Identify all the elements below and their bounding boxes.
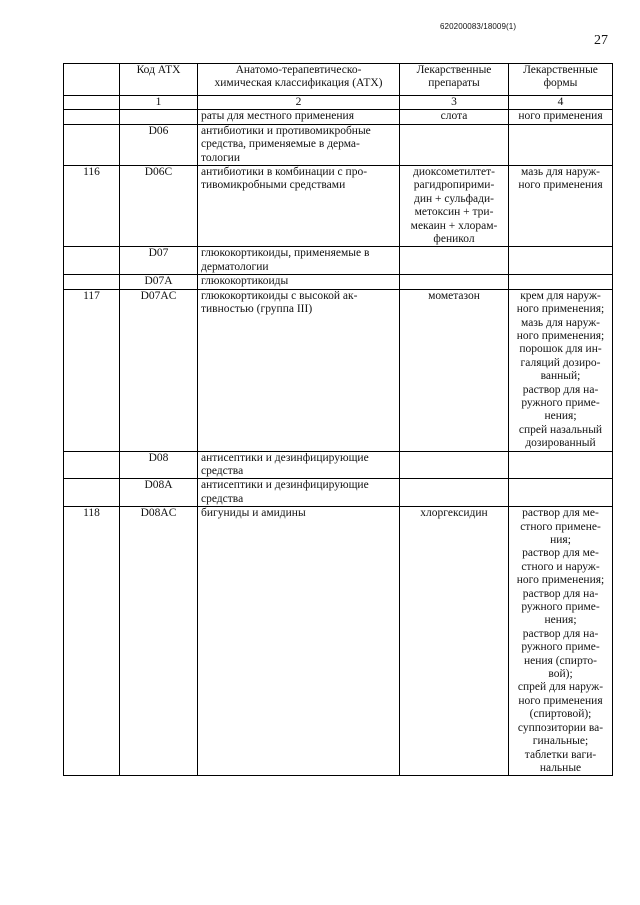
dosage-form-cell: крем для наруж- ного применения; мазь для наруж- ного применения; порошок для ин- галяций дозиро- ванный; раствор для на- ружного приме- нения; спрей назальный дозированный <box>509 289 613 451</box>
row-number-cell <box>64 451 120 479</box>
table-row <box>64 479 613 507</box>
atc-classification-cell: глюкокортикоиды, применяемые в дерматологии <box>198 247 400 275</box>
atc-code-cell: D08AC <box>120 507 198 776</box>
table-row <box>64 275 613 289</box>
drug-name-cell: слота <box>400 110 509 124</box>
drug-name-cell <box>400 479 509 507</box>
table-row <box>64 166 613 247</box>
header-atc-classification: Анатомо-терапевтическо- химическая классификация (АТХ) <box>198 64 400 96</box>
column-number: 3 <box>400 96 509 110</box>
atc-classification-cell: бигуниды и амидины <box>198 507 400 776</box>
drug-name-cell: диоксометилтет- рагидропирими- дин + сульфади- метоксин + три- мекаин + хлорам- феникол <box>400 166 509 247</box>
atc-classification-cell: глюкокортикоиды <box>198 275 400 289</box>
dosage-form-cell: мазь для наруж- ного применения <box>509 166 613 247</box>
table-row <box>64 247 613 275</box>
atc-code-cell <box>120 110 198 124</box>
column-number: 2 <box>198 96 400 110</box>
drug-name-cell <box>400 451 509 479</box>
column-number: 1 <box>120 96 198 110</box>
header-number <box>64 64 120 96</box>
atc-table <box>63 63 613 776</box>
column-number-row <box>64 96 613 110</box>
dosage-form-cell <box>509 124 613 165</box>
table-row <box>64 124 613 165</box>
atc-classification-cell: раты для местного применения <box>198 110 400 124</box>
atc-code-cell: D07AC <box>120 289 198 451</box>
row-number-cell <box>64 110 120 124</box>
document-id: 620200083/18009(1) <box>440 22 517 31</box>
drug-name-cell: хлоргексидин <box>400 507 509 776</box>
row-number-cell: 117 <box>64 289 120 451</box>
table-row <box>64 507 613 776</box>
dosage-form-cell <box>509 247 613 275</box>
atc-code-cell: D06 <box>120 124 198 165</box>
atc-classification-cell: антибиотики в комбинации с про- тивомикробными средствами <box>198 166 400 247</box>
table-row <box>64 110 613 124</box>
table-header-row <box>64 64 613 96</box>
atc-classification-cell: антисептики и дезинфицирующие средства <box>198 451 400 479</box>
header-atc-code: Код АТХ <box>120 64 198 96</box>
dosage-form-cell <box>509 275 613 289</box>
atc-code-cell: D07A <box>120 275 198 289</box>
column-number: 4 <box>509 96 613 110</box>
drug-name-cell <box>400 247 509 275</box>
table-row <box>64 451 613 479</box>
drug-name-cell <box>400 124 509 165</box>
row-number-cell <box>64 124 120 165</box>
header-drugs: Лекарственные препараты <box>400 64 509 96</box>
table-row <box>64 289 613 451</box>
dosage-form-cell <box>509 451 613 479</box>
dosage-form-cell <box>509 479 613 507</box>
atc-code-cell: D08A <box>120 479 198 507</box>
column-number <box>64 96 120 110</box>
row-number-cell <box>64 247 120 275</box>
row-number-cell <box>64 479 120 507</box>
page-number: 27 <box>594 33 608 48</box>
atc-classification-cell: глюкокортикоиды с высокой ак- тивностью (группа III) <box>198 289 400 451</box>
atc-code-cell: D06C <box>120 166 198 247</box>
drug-name-cell: мометазон <box>400 289 509 451</box>
atc-classification-cell: антибиотики и противомикробные средства, применяемые в дерма- тологии <box>198 124 400 165</box>
atc-code-cell: D07 <box>120 247 198 275</box>
dosage-form-cell: ного применения <box>509 110 613 124</box>
row-number-cell: 118 <box>64 507 120 776</box>
row-number-cell <box>64 275 120 289</box>
header-dosage-forms: Лекарственные формы <box>509 64 613 96</box>
atc-code-cell: D08 <box>120 451 198 479</box>
dosage-form-cell: раствор для ме- стного примене- ния; раствор для ме- стного и наруж- ного применения; раствор для на- ружного приме- нения; раствор для на- ружного приме- нения (спирто- вой); спрей для наруж- ного применения (спиртовой); суппозитории ва- гинальные; таблетки ваги- нальные <box>509 507 613 776</box>
drug-name-cell <box>400 275 509 289</box>
row-number-cell: 116 <box>64 166 120 247</box>
atc-classification-cell: антисептики и дезинфицирующие средства <box>198 479 400 507</box>
